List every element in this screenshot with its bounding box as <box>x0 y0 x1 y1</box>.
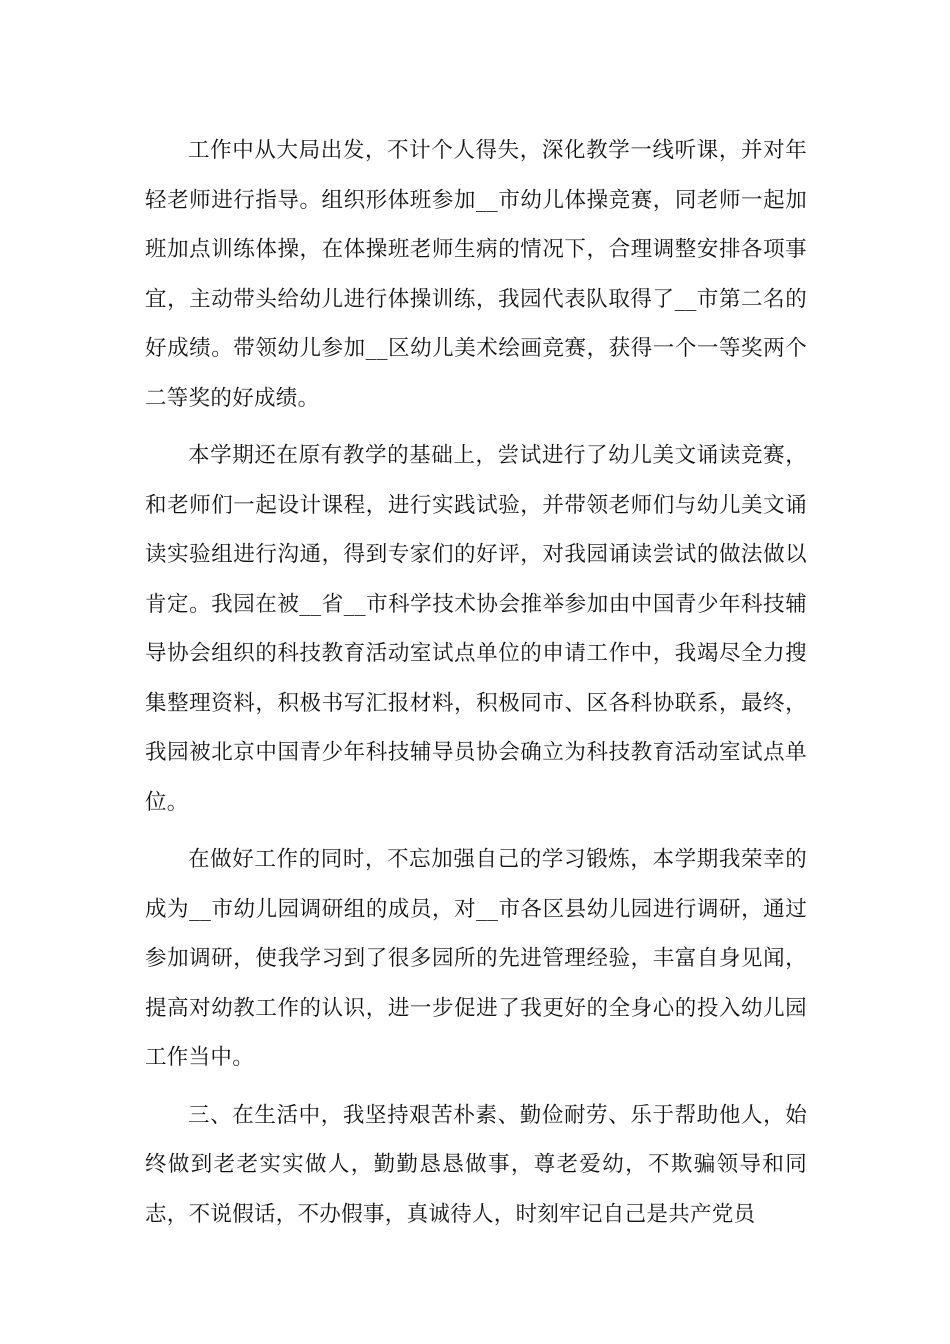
paragraph-3: 在做好工作的同时，不忘加强自己的学习锻炼，本学期我荣幸的成为__市幼儿园调研组的成员，对__市各区县幼儿园进行调研，通过参加调研，使我学习到了很多园所的先进管理经验，丰富自身见闻，提高对幼教工作的认识，进一步促进了我更好的全身心的投入幼儿园工作当中。 <box>145 847 807 1070</box>
document-body <box>145 126 807 1247</box>
paragraph-2: 本学期还在原有教学的基础上，尝试进行了幼儿美文诵读竞赛，和老师们一起设计课程，进行实践试验，并带领老师们与幼儿美文诵读实验组进行沟通，得到专家们的好评，对我园诵读尝试的做法做以肯定。我园在被__省__市科学技术协会推举参加由中国青少年科技辅导协会组织的科技教育活动室试点单位的申请工作中，我竭尽全力搜集整理资料，积极书写汇报材料，积极同市、区各科协联系，最终，我园被北京中国青少年科技辅导员协会确立为科技教育活动室试点单位。 <box>145 443 807 815</box>
paragraph-4: 三、在生活中，我坚持艰苦朴素、勤俭耐劳、乐于帮助他人，始终做到老老实实做人，勤勤恳恳做事，尊老爱幼，不欺骗领导和同志，不说假话，不办假事，真诚待人，时刻牢记自己是共产党员 <box>145 1102 807 1227</box>
paragraph-1: 工作中从大局出发，不计个人得失，深化教学一线听课，并对年轻老师进行指导。组织形体班参加__市幼儿体操竞赛，同老师一起加班加点训练体操，在体操班老师生病的情况下，合理调整安排各项事宜，主动带头给幼儿进行体操训练，我园代表队取得了__市第二名的好成绩。带领幼儿参加__区幼儿美术绘画竞赛，获得一个一等奖两个二等奖的好成绩。 <box>145 138 807 411</box>
